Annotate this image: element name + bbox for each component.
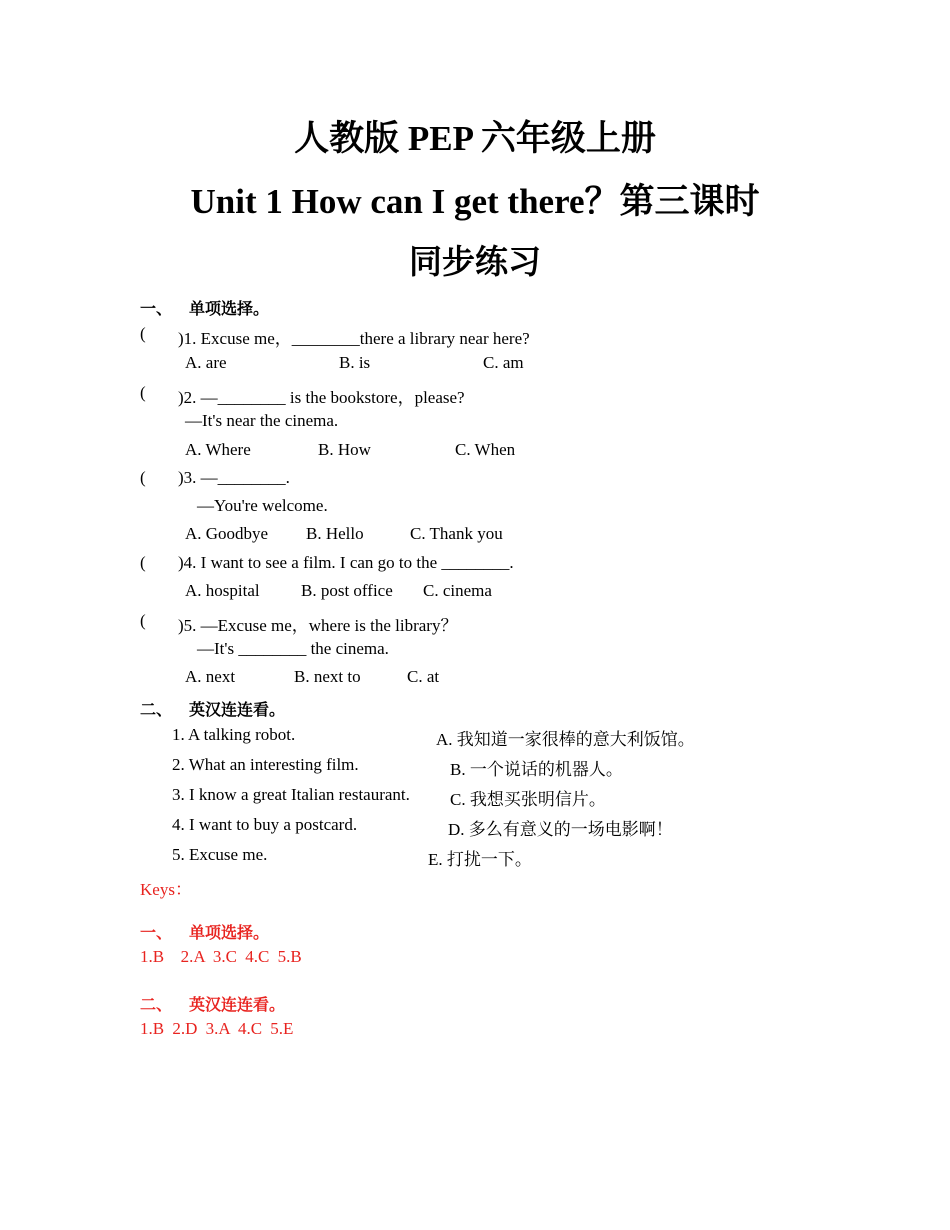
keys-section-1-number: 一、 (140, 923, 173, 942)
question-1-option-b: B. is (339, 353, 371, 372)
question-3-option-b: B. Hello (306, 524, 364, 543)
match-left-2: 2. What an interesting film. (172, 755, 359, 774)
match-left-1: 1. A talking robot. (172, 725, 296, 744)
section-1-label: 单项选择。 (189, 299, 270, 318)
title-line-2: Unit 1 How can I get there？第三课时 (190, 182, 760, 221)
match-right-b: B. 一个说话的机器人。 (450, 760, 623, 779)
question-5-stem: )5. —Excuse me，where is the library？ (178, 616, 458, 635)
match-left-4: 4. I want to buy a postcard. (172, 815, 358, 834)
match-right-e: E. 打扰一下。 (428, 850, 532, 869)
title-line-1: 人教版 PEP 六年级上册 (294, 119, 656, 158)
question-2-stem: )2. —________ is the bookstore，please? (178, 388, 465, 407)
question-4-option-c: C. cinema (423, 581, 492, 600)
question-4-stem: )4. I want to see a film. I can go to the ________. (178, 553, 514, 572)
question-2-option-b: B. How (318, 440, 371, 459)
question-3-option-c: C. Thank you (410, 524, 503, 543)
section-2-number: 二、 (140, 700, 173, 719)
question-2-option-a: A. Where (185, 440, 251, 459)
question-5-option-c: C. at (407, 667, 440, 686)
question-3-option-a: A. Goodbye (185, 524, 269, 543)
section-2-label: 英汉连连看。 (189, 700, 286, 719)
question-2-reply: —It's near the cinema. (185, 411, 339, 430)
question-4-option-b: B. post office (301, 581, 393, 600)
question-5-option-b: B. next to (294, 667, 361, 686)
question-1-stem: )1. Excuse me，________there a library near here? (178, 329, 530, 348)
question-5-reply: —It's ________ the cinema. (197, 639, 389, 658)
question-4-option-a: A. hospital (185, 581, 260, 600)
match-left-5: 5. Excuse me. (172, 845, 268, 864)
question-3-reply: —You're welcome. (197, 496, 328, 515)
keys-label: Keys： (140, 880, 192, 899)
keys-section-2-number: 二、 (140, 995, 173, 1014)
question-2-paren: ( (140, 383, 146, 402)
question-3-stem: )3. —________. (178, 468, 290, 487)
keys-section-1-label: 单项选择。 (189, 923, 270, 942)
section-1-heading (140, 296, 269, 319)
match-right-c: C. 我想买张明信片。 (450, 790, 606, 809)
question-3-paren: ( (140, 468, 146, 487)
match-right-d: D. 多么有意义的一场电影啊！ (448, 820, 673, 839)
question-1-paren: ( (140, 324, 146, 343)
keys-section-2-heading (140, 992, 285, 1015)
question-4-paren: ( (140, 553, 146, 572)
question-1-option-c: C. am (483, 353, 524, 372)
match-right-a: A. 我知道一家很棒的意大利饭馆。 (436, 730, 695, 749)
keys-section-1-answers: 1.B 2.A 3.C 4.C 5.B (140, 947, 302, 966)
section-2-heading (140, 697, 285, 720)
keys-section-2-answers: 1.B 2.D 3.A 4.C 5.E (140, 1019, 294, 1038)
keys-section-2-label: 英汉连连看。 (189, 995, 286, 1014)
question-1-option-a: A. are (185, 353, 227, 372)
title-line-3: 同步练习 (409, 242, 541, 281)
question-5-paren: ( (140, 611, 146, 630)
question-2-option-c: C. When (455, 440, 516, 459)
keys-section-1-heading (140, 920, 269, 943)
section-1-number: 一、 (140, 299, 173, 318)
match-left-3: 3. I know a great Italian restaurant. (172, 785, 410, 804)
question-5-option-a: A. next (185, 667, 236, 686)
